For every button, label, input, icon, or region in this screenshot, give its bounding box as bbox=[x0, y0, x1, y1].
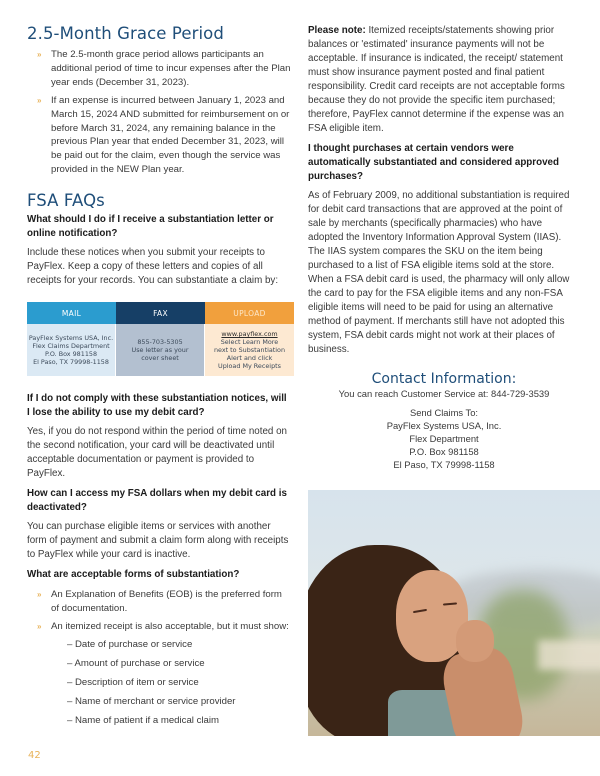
woman-photo bbox=[308, 490, 600, 736]
chevron-bullet-icon: » bbox=[37, 95, 42, 105]
list-item: – Amount of purchase or service bbox=[67, 657, 205, 669]
chevron-bullet-icon: » bbox=[37, 50, 42, 59]
grace-period-list bbox=[27, 48, 292, 177]
faq-question: What are acceptable forms of substantiation? bbox=[27, 569, 240, 581]
list-item: » The 2.5-month grace period allows participants an additional period of time to incur expenses after the Plan year ends (December 31, 2023). bbox=[37, 49, 291, 88]
upload-header: UPLOAD bbox=[205, 302, 294, 324]
customer-service-line: You can reach Customer Service at: 844-729-3539 bbox=[338, 388, 550, 399]
list-item: – Description of item or service bbox=[67, 676, 199, 688]
please-note-paragraph: Please note: Itemized receipts/statements showing prior balances or 'estimated' insurance payments will not be acceptable. If insurance is indicated, the receipt/ statement must show insurance payment posted and final patient responsibility. Credit card receipts are not acceptable forms because they do not provide the specific item purchased; therefore, PayFlex cannot determine if the expense was an FSA eligible item. bbox=[308, 25, 565, 134]
faq-question: If I do not comply with these substantiation notices, will I lose the ability to use my debit card? bbox=[27, 393, 287, 419]
substantiation-forms-list bbox=[27, 588, 292, 634]
claims-address: Send Claims To: PayFlex Systems USA, Inc. Flex Department P.O. Box 981158 El Paso, TX 79998-1158 bbox=[386, 407, 502, 470]
fax-details: 855-703-5305 Use letter as your cover sheet bbox=[116, 324, 205, 376]
fax-header: FAX bbox=[116, 302, 205, 324]
faq-answer: Include these notices when you submit your receipts to PayFlex. Keep a copy of these letters and copies of all receipts for your records. You can substantiate a claim by: bbox=[27, 247, 279, 287]
mail-header: MAIL bbox=[27, 302, 116, 324]
list-item: » An itemized receipt is also acceptable, but it must show: bbox=[37, 620, 289, 632]
upload-details: www.payflex.com Select Learn More next to Substantiation Alert and click Upload My Receipts bbox=[205, 324, 294, 376]
chevron-bullet-icon: » bbox=[37, 621, 42, 631]
list-item: – Date of purchase or service bbox=[67, 638, 193, 650]
left-column bbox=[27, 24, 292, 733]
faq-question: How can I access my FSA dollars when my debit card is deactivated? bbox=[27, 488, 287, 514]
contact-title: Contact Information: bbox=[371, 371, 517, 387]
faq-question: I thought purchases at certain vendors were automatically substantiated and considered approved purchases? bbox=[308, 143, 559, 182]
grace-period-title: 2.5-Month Grace Period bbox=[27, 24, 224, 43]
faq-answer: As of February 2009, no additional substantiation is required for debit card transactions that are approved at the point of sale by merchants (specifically pharmacies) who have adopted the Inventory Information Approval System (IIAS). The IIAS system compares the SKU on the item being purchased to a list of FSA eligible items sold at the store. When a FSA debit card is used, the pharmacy will only allow the card to pay for the FSA eligible items and any non-FSA eligible items will need to be paid for using an alternative method of payment. If merchants still have not adopted this system, FSA debit cards might not work at their places of business. bbox=[308, 190, 570, 355]
chevron-bullet-icon: » bbox=[37, 590, 42, 600]
faq-question: What should I do if I receive a substantiation letter or online notification? bbox=[27, 214, 274, 240]
right-column bbox=[308, 24, 573, 471]
list-item: – Name of patient if a medical claim bbox=[67, 714, 219, 726]
receipt-requirements-list bbox=[27, 638, 292, 727]
page-number: 42 bbox=[28, 750, 41, 761]
please-note-label: Please note: bbox=[308, 25, 366, 36]
list-item: » An Explanation of Benefits (EOB) is the preferred form of documentation. bbox=[37, 589, 282, 615]
faqs-title: FSA FAQs bbox=[27, 191, 105, 211]
substantiation-methods-table bbox=[27, 302, 294, 376]
mail-details: PayFlex Systems USA, Inc. Flex Claims Department P.O. Box 981158 El Paso, TX 79998-1158 bbox=[27, 324, 116, 376]
list-item: » If an expense is incurred between January 1, 2023 and March 15, 2024 AND submitted for reimbursement on or before March 31, 2024, any remaining balance in the previous Plan year that ended December 31, 2023, will be paid out for the claim, even though the service was provided in the NEW Plan year. bbox=[37, 94, 290, 176]
faq-answer: Yes, if you do not respond within the period of time noted on the second notification, your card will be deactivated until acceptable documentation or payment is provided to PayFlex. bbox=[27, 426, 287, 480]
payflex-link[interactable]: www.payflex.com bbox=[221, 330, 278, 339]
list-item: – Name of merchant or service provider bbox=[67, 695, 236, 707]
faq-answer: You can purchase eligible items or services with another form of payment and submit a claim form along with receipts to PayFlex while your card is inactive. bbox=[27, 521, 289, 561]
